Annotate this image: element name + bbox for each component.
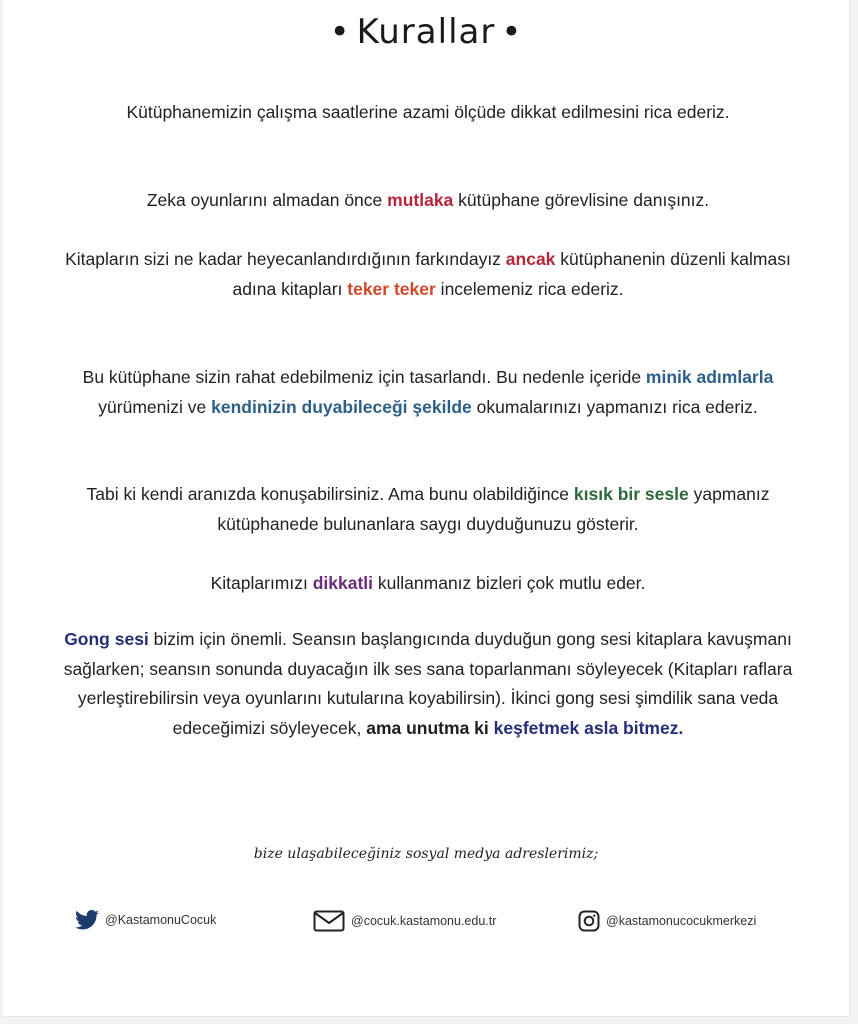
highlight-ama-unutma-ki: ama unutma ki [366, 717, 489, 738]
highlight-mutlaka: mutlaka [387, 190, 454, 210]
rule-text: kütüphanenin düzenli kalması adına kitapları [232, 249, 791, 299]
highlight-duyabilecegi-sekilde: kendinizin duyabileceği şekilde [211, 396, 472, 417]
rule-text: Bu kütüphane sizin rahat edebilmeniz için tasarlandı. Bu nedenle içeride [82, 367, 646, 387]
rule-text: yapmanız kütüphanede bulunanlara saygı duyduğunuzu gösterir. [217, 484, 770, 534]
highlight-dikkatli: dikkatli [312, 573, 374, 593]
rule-gong-sound [43, 625, 813, 743]
rule-text: Kitapların sizi ne kadar heyecanlandırdığının farkındayız [65, 249, 506, 269]
rule-text: Kitaplarımızı [210, 573, 313, 593]
title-dot-right: • [501, 12, 523, 52]
social-email[interactable] [313, 910, 496, 932]
twitter-handle: @KastamonuCocuk [105, 913, 217, 927]
rule-text: kütüphane görevlisine danışınız. [453, 190, 710, 210]
rule-text: Zeka oyunlarını almadan önce [146, 190, 388, 210]
instagram-handle: @kastamonucocukmerkezi [606, 914, 757, 928]
envelope-icon [313, 910, 345, 932]
title-dot-left: • [329, 12, 351, 52]
social-instagram[interactable] [578, 910, 756, 932]
highlight-kesfetmek-asla-bitmez: keşfetmek asla bitmez. [493, 717, 684, 738]
title-text: Kurallar [356, 12, 496, 52]
highlight-gong-sesi: Gong sesi [64, 629, 149, 649]
rule-text: kullanmanız bizleri çok mutlu eder. [373, 573, 646, 593]
highlight-minik-adimlarla: minik adımlarla [645, 367, 774, 387]
rule-text: Kütüphanemizin çalışma saatlerine azami ölçüde dikkat edilmesini rica ederiz. [126, 102, 730, 122]
highlight-ancak: ancak [505, 249, 556, 269]
rule-text: incelemeniz rica ederiz. [435, 278, 624, 299]
rule-quiet-walking [43, 363, 813, 422]
rule-games [43, 186, 813, 216]
rule-books-one-by-one [43, 245, 813, 304]
document-page [3, 0, 850, 1017]
page-title [3, 12, 849, 52]
highlight-teker-teker: teker teker [347, 278, 436, 299]
rule-text: yürümenizi ve [98, 396, 212, 417]
email-address: @cocuk.kastamonu.edu.tr [351, 914, 497, 928]
rule-text: okumalarınızı yapmanızı rica ederiz. [471, 396, 758, 417]
rule-working-hours [43, 98, 813, 128]
social-twitter[interactable] [75, 910, 216, 930]
rule-text: bizim için önemli. Seansın başlangıcında duyduğun gong sesi kitaplara kavuşmanı sağlarken; seansın sonunda duyacağın ilk ses sana toparlanmanı söyleyecek (Kitapları raflara yerleştirebilirsin veya oyunlarını kutularına koyabilirsin). İkinci gong sesi şimdilik sana veda edeceğimizi söyleyecek, [63, 629, 793, 738]
social-media-heading: bize ulaşabileceğiniz sosyal medya adreslerimiz; [253, 846, 599, 862]
rule-text: Tabi ki kendi aranızda konuşabilirsiniz. Ama bunu olabildiğince [86, 484, 574, 504]
instagram-icon [578, 910, 600, 932]
highlight-kisik-bir-sesle: kısık bir sesle [573, 484, 689, 504]
rule-talking-softly [43, 480, 813, 539]
twitter-bird-icon [75, 910, 99, 930]
rule-careful-use [43, 569, 813, 599]
